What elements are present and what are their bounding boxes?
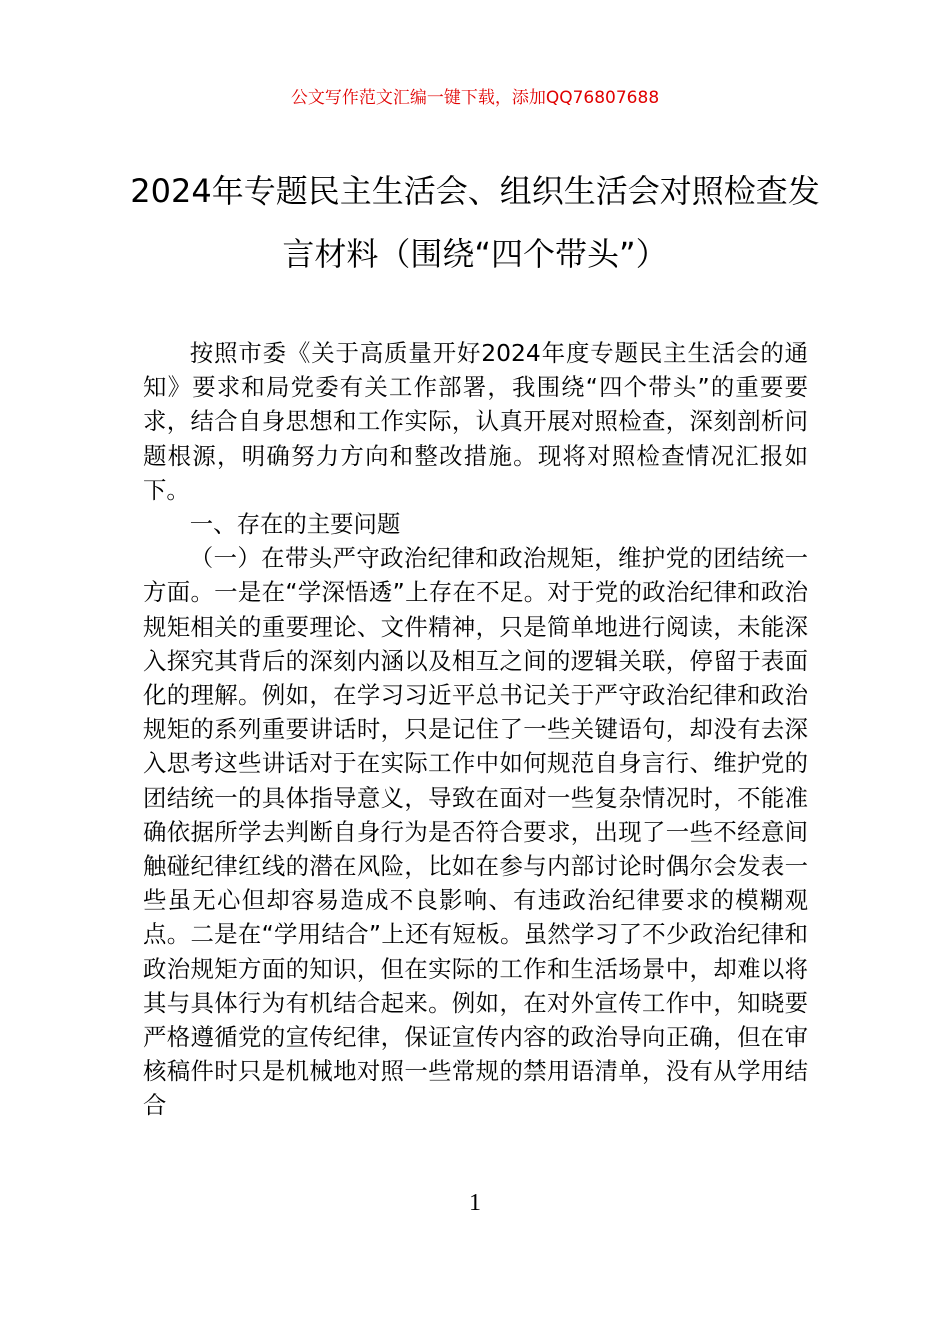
document-body (143, 336, 808, 1123)
paragraph-intro: 按照市委《关于高质量开好2024年度专题民主生活会的通知》要求和局党委有关工作部署，我围绕“四个带头”的重要要求，结合自身思想和工作实际，认真开展对照检查，深刻剖析问题根源，明确努力方向和整改措施。现将对照检查情况汇报如下。 (143, 339, 808, 504)
page-title: 2024年专题民主生活会、组织生活会对照检查发言材料（围绕“四个带头”） (130, 172, 820, 273)
section-heading: 一、存在的主要问题 (189, 510, 401, 539)
header-note: 公文写作范文汇编一键下载，添加QQ76807688 (290, 88, 660, 108)
page-number: 1 (469, 1190, 481, 1216)
paragraph-content: （一）在带头严守政治纪律和政治规矩，维护党的团结统一方面。一是在“学深悟透”上存在不足。对于党的政治纪律和政治规矩相关的重要理论、文件精神，只是简单地进行阅读，未能深入探究其背后的深刻内涵以及相互之间的逻辑关联，停留于表面化的理解。例如，在学习习近平总书记关于严守政治纪律和政治规矩的系列重要讲话时，只是记住了一些关键语句，却没有去深入思考这些讲话对于在实际工作中如何规范自身言行、维护党的团结统一的具体指导意义，导致在面对一些复杂情况时，不能准确依据所学去判断自身行为是否符合要求，出现了一些不经意间触碰纪律红线的潜在风险，比如在参与内部讨论时偶尔会发表一些虽无心但却容易造成不良影响、有违政治纪律要求的模糊观点。二是在“学用结合”上还有短板。虽然学习了不少政治纪律和政治规矩方面的知识，但在实际的工作和生活场景中，却难以将其与具体行为有机结合起来。例如，在对外宣传工作中，知晓要严格遵循党的宣传纪律，保证宣传内容的政治导向正确，但在审核稿件时只是机械地对照一些常规的禁用语清单，没有从学用结合 (143, 544, 808, 1120)
